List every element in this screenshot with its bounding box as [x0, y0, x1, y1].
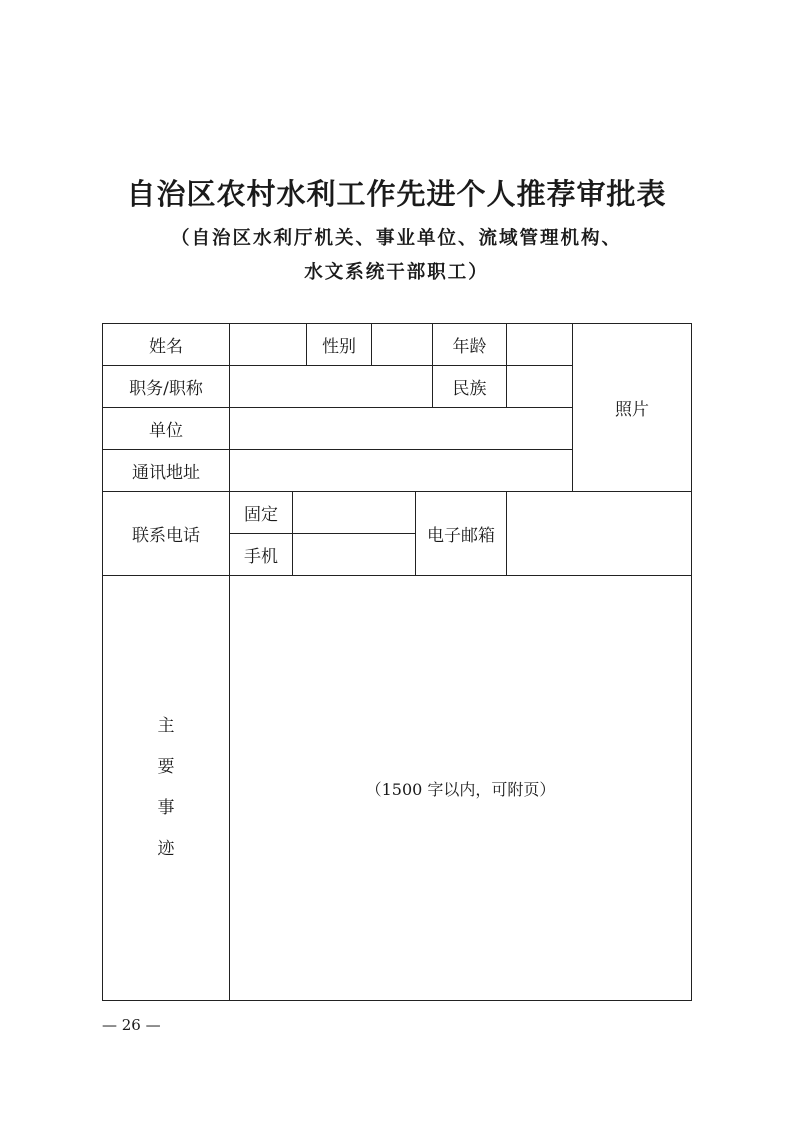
- deeds-label-char: 事: [157, 798, 175, 819]
- deeds-label-char: 要: [157, 757, 175, 778]
- landline-field[interactable]: [293, 492, 416, 534]
- page-title: 自治区农村水利工作先进个人推荐审批表: [126, 177, 667, 211]
- deeds-label-char: 迹: [157, 839, 175, 860]
- address-label: 通讯地址: [103, 450, 230, 492]
- gender-field[interactable]: [372, 324, 433, 366]
- mobile-label: 手机: [230, 534, 293, 576]
- deeds-note: （1500 字以内，可附页）: [365, 779, 556, 799]
- ethnicity-label: 民族: [433, 366, 507, 408]
- email-field[interactable]: [507, 492, 692, 576]
- deeds-label: [103, 576, 230, 1001]
- unit-label: 单位: [103, 408, 230, 450]
- mobile-field[interactable]: [293, 534, 416, 576]
- recommendation-form-table: [102, 323, 692, 1001]
- address-field[interactable]: [230, 450, 573, 492]
- subtitle-line-1: （自治区水利厅机关、事业单位、流域管理机构、: [170, 228, 622, 249]
- age-label: 年龄: [433, 324, 507, 366]
- deeds-field[interactable]: [230, 576, 692, 1001]
- subtitle-line-2: 水文系统干部职工）: [304, 262, 489, 283]
- age-field[interactable]: [507, 324, 573, 366]
- landline-label: 固定: [230, 492, 293, 534]
- name-label: 姓名: [103, 324, 230, 366]
- position-label: 职务/职称: [103, 366, 230, 408]
- page-number: — 26 —: [102, 1016, 161, 1034]
- email-label: 电子邮箱: [416, 492, 507, 576]
- name-field[interactable]: [230, 324, 307, 366]
- photo-placeholder[interactable]: 照片: [573, 324, 692, 492]
- phone-label: 联系电话: [103, 492, 230, 576]
- deeds-label-char: 主: [157, 716, 175, 737]
- unit-field[interactable]: [230, 408, 573, 450]
- gender-label: 性别: [307, 324, 372, 366]
- position-field[interactable]: [230, 366, 433, 408]
- ethnicity-field[interactable]: [507, 366, 573, 408]
